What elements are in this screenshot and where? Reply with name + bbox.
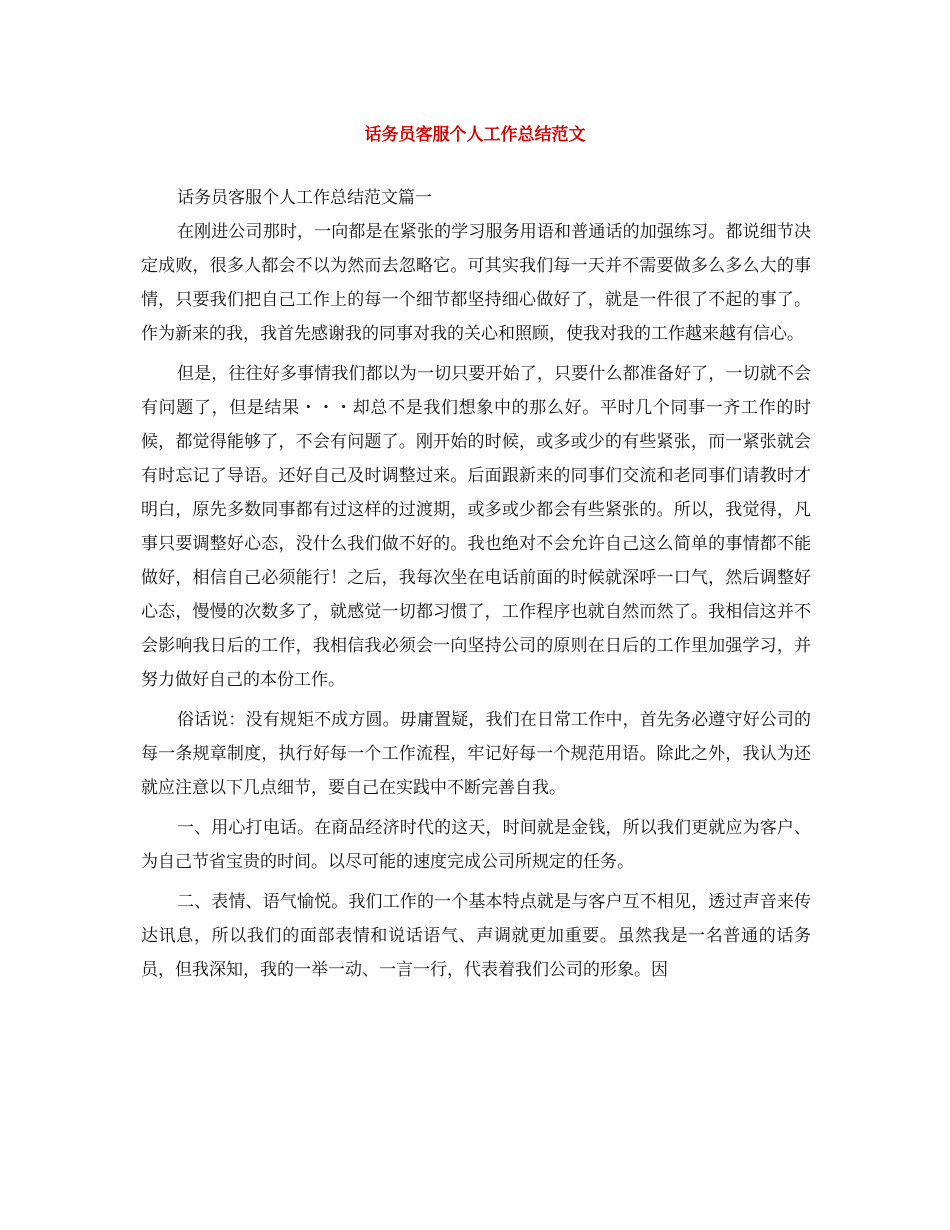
paragraph-1: 在刚进公司那时，一向都是在紧张的学习服务用语和普通话的加强练习。都说细节决定成败，很多人都会不以为然而去忽略它。可其实我们每一天并不需要做多么多么大的事情，只要我们把自己工作上的每一个细节都坚持细心做好了，就是一件很了不起的事了。作为新来的我，我首先感谢我的同事对我的关心和照顾，使我对我的工作越来越有信心。 <box>141 222 811 344</box>
paragraph-3: 俗话说：没有规矩不成方圆。毋庸置疑，我们在日常工作中，首先务必遵守好公司的每一条规章制度，执行好每一个工作流程，牢记好每一个规范用语。除此之外，我认为还就应注意以下几点细节，要自己在实践中不断完善自我。 <box>141 710 811 798</box>
paragraph-5: 二、表情、语气愉悦。我们工作的一个基本特点就是与客户互不相见，透过声音来传达讯息，所以我们的面部表情和说话语气、声调就更加重要。虽然我是一名普通的话务员，但我深知，我的一举一动、一言一行，代表着我们公司的形象。因 <box>141 892 811 980</box>
document-body <box>141 181 811 987</box>
paragraph-2: 但是，往往好多事情我们都以为一切只要开始了，只要什么都准备好了，一切就不会有问题了，但是结果・・・却总不是我们想象中的那么好。平时几个同事一齐工作的时候，都觉得能够了，不会有问题了。刚开始的时候，或多或少的有些紧张，而一紧张就会有时忘记了导语。还好自己及时调整过来。后面跟新来的同事们交流和老同事们请教时才明白，原先多数同事都有过这样的过渡期，或多或少都会有些紧张的。所以，我觉得，凡事只要调整好心态，没什么我们做不好的。我也绝对不会允许自己这么简单的事情都不能做好，相信自己必须能行！之后，我每次坐在电话前面的时候就深呼一口气，然后调整好心态，慢慢的次数多了，就感觉一切都习惯了，工作程序也就自然而然了。我相信这并不会影响我日后的工作，我相信我必须会一向坚持公司的原则在日后的工作里加强学习，并努力做好自己的本份工作。 <box>141 364 811 690</box>
paragraph-4: 一、用心打电话。在商品经济时代的这天，时间就是金钱，所以我们更就应为客户、为自己节省宝贵的时间。以尽可能的速度完成公司所规定的任务。 <box>141 818 811 872</box>
document-title: 话务员客服个人工作总结范文 <box>364 125 586 145</box>
document-subtitle: 话务员客服个人工作总结范文篇一 <box>177 188 432 208</box>
